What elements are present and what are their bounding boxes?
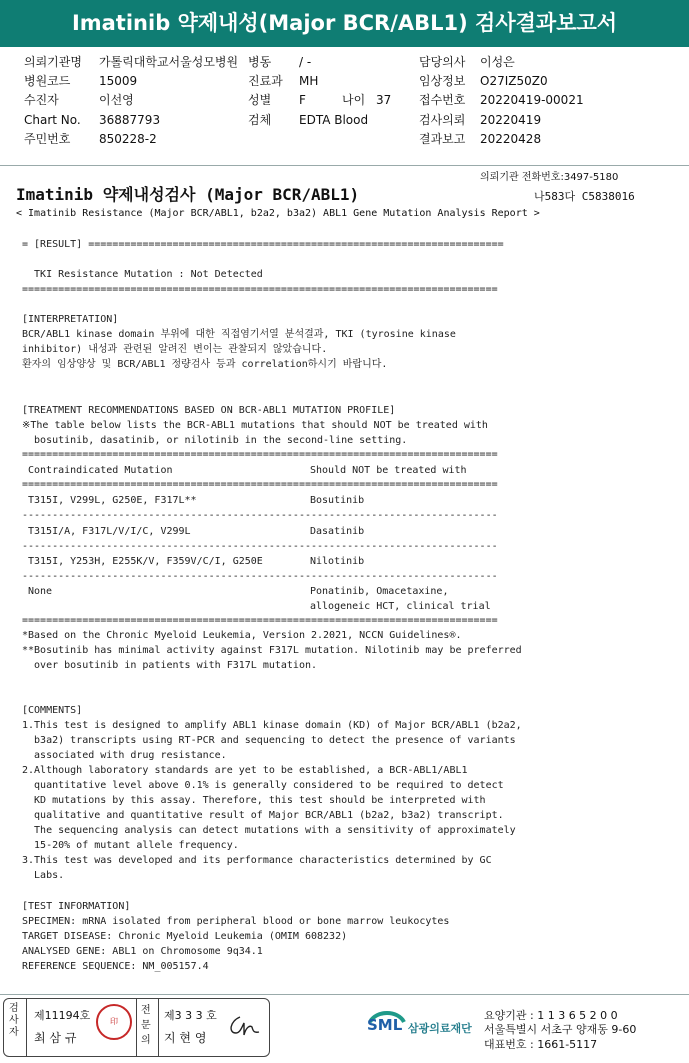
table-separator: =============================================================================== [22, 479, 498, 490]
table-separator: =============================================================================== [22, 449, 498, 460]
lab-code: 요양기관 : 1 1 3 6 5 2 0 0 [484, 1009, 618, 1022]
table-cell-drug: Ponatinib, Omacetaxine, allogeneic HCT, clinical trial [310, 586, 491, 612]
info-value: F [299, 93, 306, 107]
info-label: 결과보고 [419, 132, 466, 146]
info-label: 병동 [248, 55, 272, 69]
info-value: 36887793 [99, 113, 161, 127]
info-value: 20220428 [480, 132, 542, 146]
info-value: MH [299, 74, 319, 88]
signature-box [3, 998, 270, 1057]
info-label: 검체 [248, 113, 272, 127]
info-value: 850228-2 [99, 132, 157, 146]
info-label: 의뢰기관명 [24, 55, 82, 69]
info-value: 20220419-00021 [480, 93, 584, 107]
age-value: 37 [376, 93, 392, 107]
info-value: / - [299, 55, 312, 69]
sml-logo-text: SML [367, 1016, 403, 1034]
table-cell-mutation: T315I, V299L, G250E, F317L** [28, 495, 197, 506]
info-value: 이성은 [480, 55, 515, 69]
inspector-name: 최 삼 규 [34, 1031, 77, 1045]
report-subtitle: < Imatinib Resistance (Major BCR/ABL1, b2a2, b3a2) ABL1 Gene Mutation Analysis Report > [16, 208, 540, 219]
info-label: 주민번호 [24, 132, 71, 146]
treatment-header: [TREATMENT RECOMMENDATIONS BASED ON BCR-ABL1 MUTATION PROFILE] ※The table below lists the BCR-ABL1 mutations that should NOT be treated with bosutinib, dasatinib, or nilotinib in the second-line setting. [22, 405, 488, 446]
info-value: 15009 [99, 74, 138, 88]
info-value: O27IZ50Z0 [480, 74, 548, 88]
table-header-mutation: Contraindicated Mutation [28, 465, 173, 476]
table-separator: =============================================================================== [22, 615, 498, 626]
signature-icon [226, 1013, 262, 1039]
comments: [COMMENTS] 1.This test is designed to amplify ABL1 kinase domain (KD) of Major BCR/ABL1 (b2a2, b3a2) transcripts using RT-PCR and sequencing to detect the presence of variants associated with drug resistance. 2.Although laboratory standards are yet to be established, a BCR-ABL1/ABL1 quantitative level above 0.1% is generally considered to be required to detect KD mutations by this assay. Therefore, this test should be interpreted with qualitative and quantitative result of Major BCR/ABL1 (b2a2, b3a2) transcript. The sequencing analysis can detect mutations with a sensitivity of approximately 15-20% of mutant allele frequency. 3.This test was developed and its performance characteristics determined by GC Labs. [22, 705, 522, 881]
approver-license: 제3 3 3 호 [164, 1009, 217, 1022]
separator: =============================================================================== [22, 284, 498, 295]
inspector-seal-icon: 印 [96, 1004, 132, 1040]
report-title: Imatinib 약제내성검사 (Major BCR/ABL1) [16, 185, 360, 204]
footer-divider [0, 994, 689, 995]
lab-name: 삼광의료재단 [408, 1022, 472, 1035]
inspector-label: 검사자 [9, 1003, 19, 1038]
table-row-separator: ------------------------------------------------------------------------------- [22, 541, 498, 552]
info-value: 이선영 [99, 93, 134, 107]
interpretation: [INTERPRETATION] BCR/ABL1 kinase domain 부위에 대한 직접염기서열 분석결과, TKI (tyrosine kinase inhibitor) 내성과 관련된 알려진 변이는 관찰되지 않았습니다. 환자의 임상양상 및 BCR/ABL1 정량검사 등과 correlation하시기 바랍니다. [22, 314, 456, 370]
table-cell-mutation: T315I, Y253H, E255K/V, F359V/C/I, G250E [28, 556, 263, 567]
info-label: Chart No. [24, 113, 81, 127]
table-cell-drug: Nilotinib [310, 556, 365, 567]
table-cell-mutation: None [28, 586, 53, 597]
report-code: 나583다 C5838016 [534, 190, 635, 203]
info-label: 담당의사 [419, 55, 466, 69]
result-text: TKI Resistance Mutation : Not Detected [22, 269, 263, 280]
test-information: [TEST INFORMATION] SPECIMEN: mRNA isolated from peripheral blood or bone marrow leukocytes TARGET DISEASE: Chronic Myeloid Leukemia (OMIM 608232) ANALYSED GENE: ABL1 on Chromosome 9q34.1 REFERENCE SEQUENCE: NM_005157.4 [22, 901, 450, 972]
divider [0, 165, 689, 166]
info-label: 접수번호 [419, 93, 466, 107]
result-line: = [RESULT] ===================================================================== [22, 239, 504, 250]
info-value: 20220419 [480, 113, 542, 127]
table-row-separator: ------------------------------------------------------------------------------- [22, 571, 498, 582]
age-label: 나이 [342, 93, 366, 107]
table-header-drug: Should NOT be treated with [310, 465, 467, 476]
report-header-title: Imatinib 약제내성(Major BCR/ABL1) 검사결과보고서 [0, 0, 689, 47]
info-label: 수진자 [24, 93, 59, 107]
table-row-separator: ------------------------------------------------------------------------------- [22, 510, 498, 521]
phone-number: 의뢰기관 전화번호:3497-5180 [480, 172, 619, 183]
approver-name: 지 현 영 [164, 1031, 207, 1045]
info-value: EDTA Blood [299, 113, 369, 127]
inspector-license: 제11194호 [34, 1009, 91, 1022]
info-label: 검사의뢰 [419, 113, 466, 127]
info-label: 성별 [248, 93, 272, 107]
lab-address: 서울특별시 서초구 양재동 9-60 [484, 1023, 637, 1036]
table-cell-mutation: T315I/A, F317L/V/I/C, V299L [28, 526, 191, 537]
table-cell-drug: Dasatinib [310, 526, 365, 537]
info-label: 임상정보 [419, 74, 466, 88]
footnotes: *Based on the Chronic Myeloid Leukemia, Version 2.2021, NCCN Guidelines®. **Bosutinib has minimal activity against F317L mutation. Nilotinib may be preferred over bosutinib in patients with F317L mutation. [22, 630, 522, 671]
info-value: 가톨릭대학교서울성모병원 [99, 55, 239, 69]
table-cell-drug: Bosutinib [310, 495, 365, 506]
info-label: 병원코드 [24, 74, 71, 88]
info-label: 진료과 [248, 74, 283, 88]
lab-phone: 대표번호 : 1661-5117 [484, 1038, 598, 1051]
approver-label: 전문의 [141, 1005, 151, 1046]
